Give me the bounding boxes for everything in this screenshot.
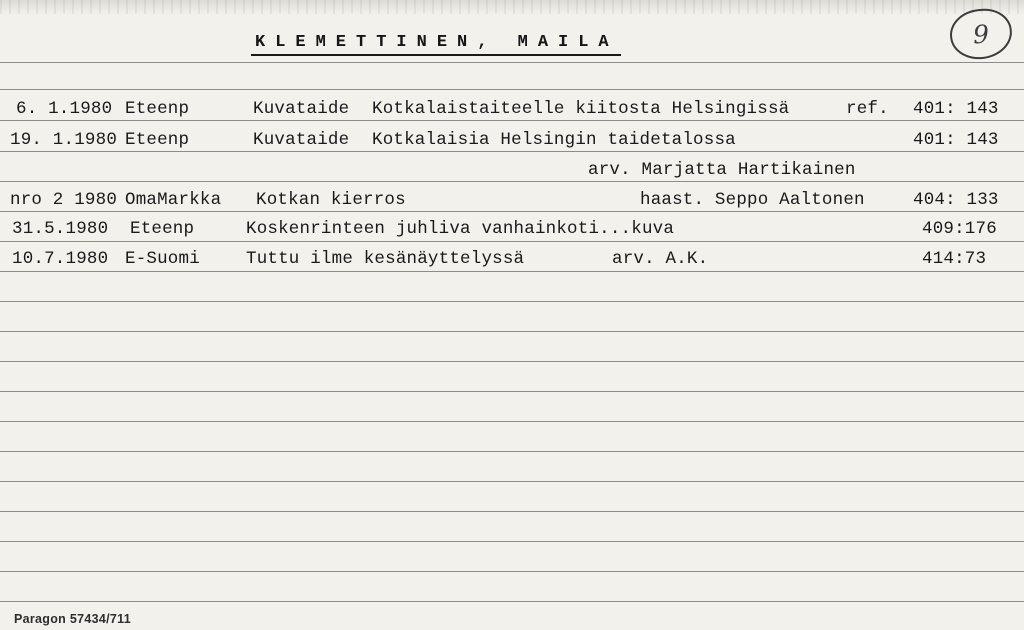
handwritten-page-number: 9 — [972, 19, 990, 49]
ruled-line — [0, 391, 1024, 392]
ruled-line — [0, 211, 1024, 212]
entry-title: Tuttu ilme kesänäyttelyssä — [246, 249, 525, 269]
ruled-line — [0, 331, 1024, 332]
ruled-line — [0, 481, 1024, 482]
entry-title: Kotkalaistaiteelle kiitosta Helsingissä — [372, 99, 790, 119]
entry-credit: arv. Marjatta Hartikainen — [588, 160, 856, 180]
ruled-line — [0, 151, 1024, 152]
ruled-line — [0, 421, 1024, 422]
entry-date: 10.7.1980 — [12, 249, 109, 269]
ruled-line — [0, 451, 1024, 452]
ruled-line — [0, 120, 1024, 121]
entry-date: 6. 1.1980 — [16, 99, 113, 119]
entry-publication: Eteenp — [125, 99, 190, 119]
entry-title: Kotkan kierros — [256, 190, 406, 210]
entry-publication: Eteenp — [130, 219, 195, 239]
card-title: KLEMETTINEN, MAILA — [255, 33, 619, 52]
entry-publication: Eteenp — [125, 130, 190, 150]
entry-ref: 409:176 — [922, 219, 997, 239]
entry-title: Kotkalaisia Helsingin taidetalossa — [372, 130, 736, 150]
entry-publication: E-Suomi — [125, 249, 200, 269]
scan-artifact — [0, 0, 1024, 14]
ruled-line — [0, 271, 1024, 272]
ruled-line — [0, 541, 1024, 542]
title-underline — [251, 54, 621, 56]
entry-ref: 414:73 — [922, 249, 987, 269]
ruled-line — [0, 601, 1024, 602]
entry-date: 19. 1.1980 — [10, 130, 118, 150]
entry-credit: ref. — [846, 99, 889, 119]
entry-publication: OmaMarkka — [125, 190, 222, 210]
entry-category: Kuvataide — [253, 99, 350, 119]
entry-date: nro 2 1980 — [10, 190, 118, 210]
ruled-line — [0, 511, 1024, 512]
ruled-line — [0, 301, 1024, 302]
ruled-line — [0, 181, 1024, 182]
entry-date: 31.5.1980 — [12, 219, 109, 239]
ruled-line — [0, 89, 1024, 90]
printer-imprint: Paragon 57434/711 — [14, 612, 131, 626]
entry-ref: 401: 143 — [913, 99, 999, 119]
entry-category: Kuvataide — [253, 130, 350, 150]
ruled-line — [0, 361, 1024, 362]
entry-credit: arv. A.K. — [612, 249, 709, 269]
entry-ref: 404: 133 — [913, 190, 999, 210]
entry-ref: 401: 143 — [913, 130, 999, 150]
ruled-line — [0, 571, 1024, 572]
ruled-line — [0, 62, 1024, 63]
ruled-line — [0, 241, 1024, 242]
entry-credit: haast. Seppo Aaltonen — [640, 190, 865, 210]
entry-title: Koskenrinteen juhliva vanhainkoti...kuva — [246, 219, 675, 239]
